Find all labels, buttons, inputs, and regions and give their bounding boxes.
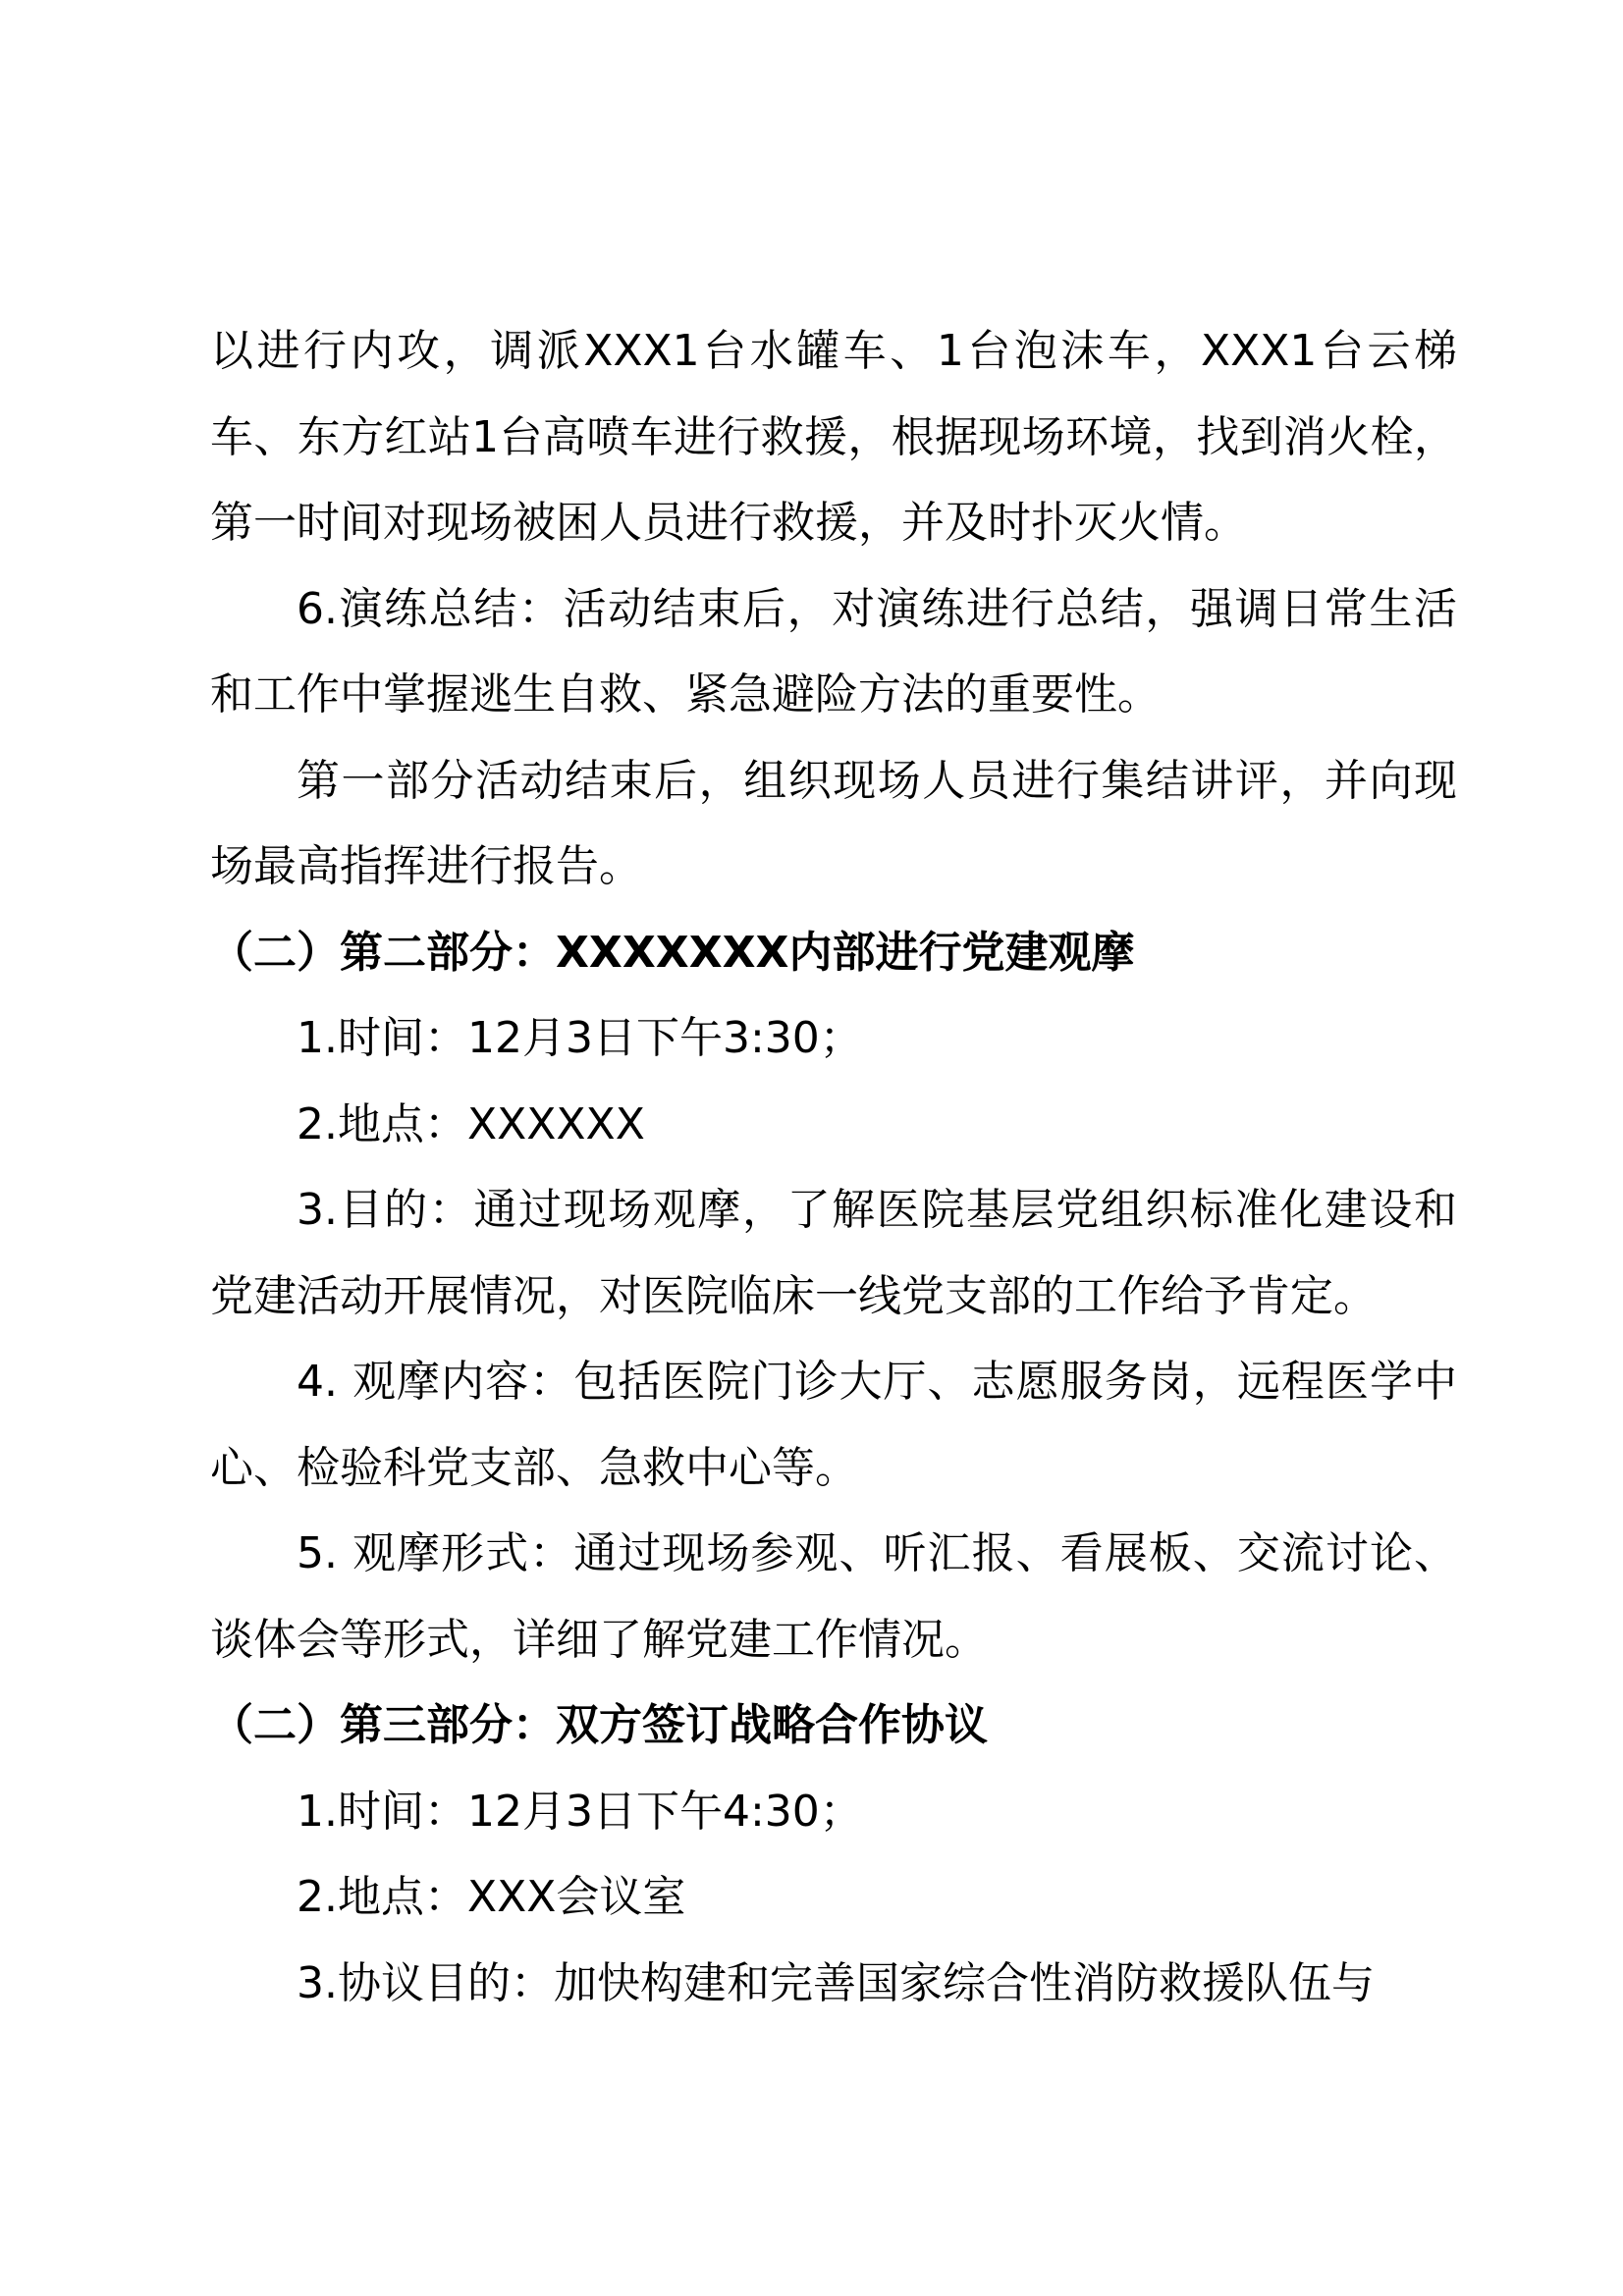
part-three-time: 1.时间：12月3日下午4:30； [297,1786,863,1837]
part-two-purpose: 3.目的：通过现场观摩，了解医院基层党组织标准化建设和党建活动开展情况，对医院临床一线党支部的工作给予肯定。 [210,1185,1457,1321]
paragraph-drill-summary: 6.演练总结：活动结束后，对演练进行总结，强调日常生活和工作中掌握逃生自救、紧急避险方法的重要性。 [210,583,1457,720]
paragraph-part-one-report: 第一部分活动结束后，组织现场人员进行集结讲评，并向现场最高指挥进行报告。 [210,755,1457,891]
section-heading-part-three: （二）第三部分：双方签订战略合作协议 [210,1700,988,1750]
document-body [210,308,1457,2026]
part-two-observation-content: 4. 观摩内容：包括医院门诊大厅、志愿服务岗，远程医学中心、检验科党支部、急救中心等。 [210,1357,1457,1493]
part-three-agreement-purpose: 3.协议目的：加快构建和完善国家综合性消防救援队伍与 [297,1957,1375,2008]
part-three-location: 2.地点：XXX会议室 [297,1872,686,1922]
section-heading-part-two: （二）第二部分：XXXXXXX内部进行党建观摩 [210,927,1135,978]
part-two-location: 2.地点：XXXXXX [297,1098,645,1149]
paragraph-rescue-deployment: 以进行内攻，调派XXX1台水罐车、1台泡沫车，XXX1台云梯车、东方红站1台高喷车进行救援，根据现场环境，找到消火栓，第一时间对现场被困人员进行救援，并及时扑灭火情。 [210,326,1457,548]
part-two-time: 1.时间：12月3日下午3:30； [297,1013,863,1063]
part-two-observation-form: 5. 观摩形式：通过现场参观、听汇报、看展板、交流讨论、谈体会等形式，详细了解党建工作情况。 [210,1528,1457,1665]
